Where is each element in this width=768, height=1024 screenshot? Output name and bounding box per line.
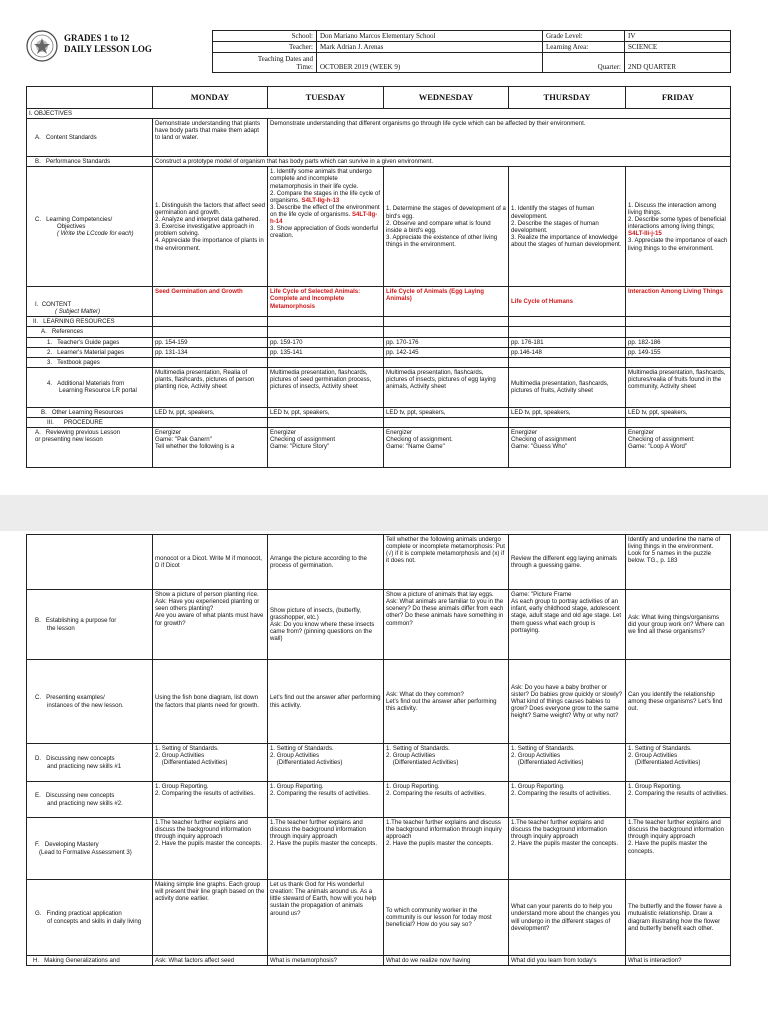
discuss1-thursday: 1. Setting of Standards. 2. Group Activities (Differentiated Activities) bbox=[509, 744, 626, 782]
textbook-pages-label: 3. Textbook pages bbox=[27, 357, 153, 367]
practical-application-label: G. Finding practical application of concepts and skills in daily living bbox=[27, 880, 153, 956]
discuss2-monday: 1. Group Reporting. 2. Comparing the results of activities. bbox=[153, 782, 268, 818]
lm-pages-wednesday: pp. 142-145 bbox=[384, 347, 509, 357]
document-title: GRADES 1 to 12 DAILY LESSON LOG bbox=[64, 33, 152, 54]
purpose-friday: Ask: What living things/organisms did your group work on? Where can we find all these organisms? bbox=[626, 590, 731, 660]
learning-area-value: SCIENCE bbox=[625, 42, 731, 53]
content-standards-label: A. Content Standards bbox=[27, 119, 153, 157]
generalization-wednesday: What do we realize now having bbox=[384, 956, 509, 966]
lesson-log-table-page1 bbox=[26, 86, 731, 468]
grade-level-label: Grade Level: bbox=[543, 31, 625, 42]
content-standards-monday: Demonstrate understanding that plants have body parts that make them adapt to land or water. bbox=[153, 119, 268, 157]
present-tuesday: Let's find out the answer after performing this activity. bbox=[268, 660, 384, 744]
objectives-heading: I. OBJECTIVES bbox=[27, 109, 731, 119]
competencies-tuesday: 1. Identify some animals that undergo complete and incomplete metamorphosis in their life cycle. 2. Compare the stages in the life cycle of organisms. S4LT-IIg-h-13 3. Describe the effect of the environment on the life cycle of organisms. S4LT-IIg-h-14 3. Show appreciation of Gods wonderful creation. bbox=[268, 167, 384, 287]
references-label: A. References bbox=[27, 327, 153, 337]
content-label: I. CONTENT ( Subject Matter) bbox=[27, 287, 153, 317]
tg-pages-tuesday: pp. 159-170 bbox=[268, 337, 384, 347]
generalization-tuesday: What is metamorphosis? bbox=[268, 956, 384, 966]
lm-pages-friday: pp. 149-155 bbox=[626, 347, 731, 357]
procedure-label: III. PROCEDURE bbox=[27, 418, 153, 428]
mastery-tuesday: 1.The teacher further explains and discuss the background information through inquiry approach 2. Have the pupils master the concepts. bbox=[268, 818, 384, 880]
day-header-tuesday: TUESDAY bbox=[268, 87, 384, 109]
quarter-value: 2ND QUARTER bbox=[625, 53, 731, 73]
other-resources-thursday: LED tv, ppt, speakers, bbox=[509, 407, 626, 417]
school-label: School: bbox=[213, 31, 317, 42]
present-monday: Using the fish bone diagram, list down the factors that plants need for growth. bbox=[153, 660, 268, 744]
content-tuesday: Life Cycle of Selected Animals: Complete and Incomplete Metamorphosis bbox=[268, 287, 384, 317]
page-gap bbox=[0, 495, 768, 531]
discuss1-wednesday: 1. Setting of Standards. 2. Group Activities (Differentiated Activities) bbox=[384, 744, 509, 782]
lm-pages-monday: pp. 131-134 bbox=[153, 347, 268, 357]
day-header-friday: FRIDAY bbox=[626, 87, 731, 109]
review-cont-wednesday: Tell whether the following animals undergo complete or incomplete metamorphosis: Put (√) if it is complete metamorphosis and (x) if it does not. bbox=[384, 535, 509, 590]
additional-materials-monday: Multimedia presentation, Realia of plants, flashcards, pictures of person planting rice, Activity sheet bbox=[153, 367, 268, 407]
content-monday: Seed Germination and Growth bbox=[153, 287, 268, 317]
quarter-label: Quarter: bbox=[543, 53, 625, 73]
review-tuesday: Energizer Checking of assignment Game: "Picture Story" bbox=[268, 428, 384, 468]
establishing-purpose-label: B. Establishing a purpose for the lesson bbox=[27, 590, 153, 660]
additional-materials-thursday: Multimedia presentation, flashcards, pictures of fruits, Activity sheet bbox=[509, 367, 626, 407]
other-resources-tuesday: LED tv, ppt, speakers, bbox=[268, 407, 384, 417]
developing-mastery-label: F. Developing Mastery (Lead to Formative Assessment 3) bbox=[27, 818, 153, 880]
content-wednesday: Life Cycle of Animals (Egg Laying Animals) bbox=[384, 287, 509, 317]
other-resources-friday: LED tv, ppt, speakers, bbox=[626, 407, 731, 417]
corner-cell bbox=[27, 87, 153, 109]
discuss1-friday: 1. Setting of Standards. 2. Group Activities (Differentiated Activities) bbox=[626, 744, 731, 782]
other-resources-wednesday: LED tv, ppt, speakers, bbox=[384, 407, 509, 417]
review-cont-thursday: Review the different egg laying animals through a guessing game. bbox=[509, 535, 626, 590]
learning-area-label: Learning Area: bbox=[543, 42, 625, 53]
discuss1-monday: 1. Setting of Standards. 2. Group Activities (Differentiated Activities) bbox=[153, 744, 268, 782]
learning-competencies-label: C. Learning Competencies/ Objectives ( Write the LCcode for each) bbox=[27, 167, 153, 287]
school-value: Don Mariano Marcos Elementary School bbox=[317, 31, 543, 42]
additional-materials-friday: Multimedia presentation, flashcards, pictures/realia of fruits found in the community, Activity sheet bbox=[626, 367, 731, 407]
teaching-dates-value: OCTOBER 2019 (WEEK 9) bbox=[317, 53, 543, 73]
header-info-table bbox=[212, 30, 731, 73]
generalizations-label: H. Making Generalizations and bbox=[27, 956, 153, 966]
present-thursday: Ask: Do you have a baby brother or sister? Do babies grow quickly or slowly? What kind of things causes babies to grow? Does everyone grow to the same height? Same weight? Why or why not? bbox=[509, 660, 626, 744]
teachers-guide-label: 1. Teacher's Guide pages bbox=[27, 337, 153, 347]
day-header-monday: MONDAY bbox=[153, 87, 268, 109]
page-two bbox=[0, 531, 768, 1024]
review-cont-friday: Identify and underline the name of living things in the environment. Look for 5 names in the puzzle below. TG., p. 183 bbox=[626, 535, 731, 590]
content-standards-tue-fri: Demonstrate understanding that different organisms go through life cycle which can be affected by their environment. bbox=[268, 119, 731, 157]
lm-pages-tuesday: pp. 135-141 bbox=[268, 347, 384, 357]
tg-pages-wednesday: pp. 170-176 bbox=[384, 337, 509, 347]
review-thursday: Energizer Checking of assignment Game: "Guess Who" bbox=[509, 428, 626, 468]
purpose-thursday: Game: "Picture Frame As each group to portray activities of an infant, early childhood stage, adolescent stage, adult stage and old age stage. Let them guess what each group is portraying. bbox=[509, 590, 626, 660]
lesson-log-table-page2 bbox=[26, 534, 731, 966]
application-thursday: What can your parents do to help you understand more about the changes you will undergo in the different stages of development? bbox=[509, 880, 626, 956]
present-friday: Can you identify the relationship among these organisms? Let's find out. bbox=[626, 660, 731, 744]
learners-material-label: 2. Learner's Material pages bbox=[27, 347, 153, 357]
reviewing-lesson-label: A. Reviewing previous Lesson or presenting new lesson bbox=[27, 428, 153, 468]
purpose-tuesday: Show picture of insects, (butterfly, grasshopper, etc.) Ask: Do you know where these insects came from? (pinning questions on the wall) bbox=[268, 590, 384, 660]
tg-pages-monday: pp. 154-159 bbox=[153, 337, 268, 347]
mastery-friday: 1.The teacher further explains and discuss the background information through inquiry approach 2. Have the pupils master the concepts. bbox=[626, 818, 731, 880]
deped-seal-icon bbox=[26, 30, 58, 62]
discuss2-tuesday: 1. Group Reporting. 2. Comparing the results of activities. bbox=[268, 782, 384, 818]
application-wednesday: To which community worker in the community is our lesson for today most beneficial? How do you say so? bbox=[384, 880, 509, 956]
present-wednesday: Ask: What do they common? Let's find out the answer after performing this activity. bbox=[384, 660, 509, 744]
additional-materials-label: 4. Additional Materials from Learning Resource LR portal bbox=[27, 367, 153, 407]
application-tuesday: Let us thank God for His wonderful creation: The animals around us. As a little steward of Earth, how will you help sustain the propagation of animals around us? bbox=[268, 880, 384, 956]
application-friday: The butterfly and the flower have a mutualistic relationship. Draw a diagram illustrating how the flower and butterfly benefit each other. bbox=[626, 880, 731, 956]
discussing-concepts-2-label: E. Discussing new concepts and practicing new skills #2. bbox=[27, 782, 153, 818]
page-one bbox=[0, 0, 768, 495]
purpose-wednesday: Show a picture of animals that lay eggs. Ask: What animals are familiar to you in the scenery? Do these animals differ from each other? Do these animals have something in common? bbox=[384, 590, 509, 660]
review-friday: Energizer Checking of assignment: Game: "Loop A Word" bbox=[626, 428, 731, 468]
lm-pages-thursday: pp.146-148 bbox=[509, 347, 626, 357]
teacher-label: Teacher: bbox=[213, 42, 317, 53]
day-header-thursday: THURSDAY bbox=[509, 87, 626, 109]
additional-materials-tuesday: Multimedia presentation, flashcards, pictures of seed germination process, pictures of insects, Activity sheet bbox=[268, 367, 384, 407]
learning-resources-label: II. LEARNING RESOURCES bbox=[27, 317, 153, 327]
competencies-friday: 1. Discuss the interaction among living things. 2. Describe some types of beneficial interactions among living things; S4LT-IIi-j-15 3. Appreciate the importance of each living things to the environment. bbox=[626, 167, 731, 287]
teaching-dates-label: Teaching Dates and Time: bbox=[213, 53, 317, 73]
competencies-monday: 1. Distinguish the factors that affect seed germination and growth. 2. Analyze and interpret data gathered. 3. Exercise investigative approach in problem solving. 4. Appreciate the importance of plants in the environment. bbox=[153, 167, 268, 287]
mastery-thursday: 1.The teacher further explains and discuss the background information through inquiry approach 2. Have the pupils master the concepts. bbox=[509, 818, 626, 880]
mastery-wednesday: 1.The teacher further explains and discuss the background information through inquiry approach 2. Have the pupils master the concepts. bbox=[384, 818, 509, 880]
day-header-wednesday: WEDNESDAY bbox=[384, 87, 509, 109]
discuss2-friday: 1. Group Reporting. 2. Comparing the results of activities. bbox=[626, 782, 731, 818]
generalization-thursday: What did you learn from today's bbox=[509, 956, 626, 966]
review-cont-monday: monocot or a Dicot. Write M if monocot, D if Dicot bbox=[153, 535, 268, 590]
presenting-examples-label: C. Presenting examples/ instances of the new lesson. bbox=[27, 660, 153, 744]
grade-level-value: IV bbox=[625, 31, 731, 42]
tg-pages-thursday: pp. 176-181 bbox=[509, 337, 626, 347]
tg-pages-friday: pp. 182-186 bbox=[626, 337, 731, 347]
content-thursday: Life Cycle of Humans bbox=[509, 287, 626, 317]
purpose-monday: Show a picture of person planting rice. Ask: Have you experienced planting or seen others planting? Are you aware of what plants must have for growth? bbox=[153, 590, 268, 660]
content-friday: Interaction Among Living Things bbox=[626, 287, 731, 317]
review-wednesday: Energizer Checking of assignment. Game: "Name Game" bbox=[384, 428, 509, 468]
other-resources-label: B. Other Learning Resources bbox=[27, 407, 153, 417]
application-monday: Making simple line graphs. Each group will present their line graph based on the activity done earlier. bbox=[153, 880, 268, 956]
review-continued-label bbox=[27, 535, 153, 590]
review-cont-tuesday: Arrange the picture according to the process of germination. bbox=[268, 535, 384, 590]
discuss1-tuesday: 1. Setting of Standards. 2. Group Activities (Differentiated Activities) bbox=[268, 744, 384, 782]
competencies-thursday: 1. Identify the stages of human development. 2. Describe the stages of human development. 3. Realize the importance of knowledge about the stages of human development. bbox=[509, 167, 626, 287]
teacher-value: Mark Adrian J. Arenas bbox=[317, 42, 543, 53]
performance-standards-value: Construct a prototype model of organism that has body parts which can survive in a given environment. bbox=[153, 157, 731, 167]
competencies-wednesday: 1. Determine the stages of development of a bird's egg. 2. Observe and compare what is found inside a bird's egg. 3. Appreciate the existence of other living things in the environment. bbox=[384, 167, 509, 287]
additional-materials-wednesday: Multimedia presentation, flashcards, pictures of insects, pictures of egg laying animals, Activity sheet bbox=[384, 367, 509, 407]
discussing-concepts-1-label: D. Discussing new concepts and practicing new skills #1 bbox=[27, 744, 153, 782]
other-resources-monday: LED tv, ppt, speakers, bbox=[153, 407, 268, 417]
discuss2-thursday: 1. Group Reporting. 2. Comparing the results of activities. bbox=[509, 782, 626, 818]
generalization-friday: What is interaction? bbox=[626, 956, 731, 966]
mastery-monday: 1.The teacher further explains and discuss the background information through inquiry approach 2. Have the pupils master the concepts. bbox=[153, 818, 268, 880]
discuss2-wednesday: 1. Group Reporting. 2. Comparing the results of activities. bbox=[384, 782, 509, 818]
performance-standards-label: B. Performance Standards bbox=[27, 157, 153, 167]
review-monday: Energizer Game: "Pak Ganern" Tell whether the following is a bbox=[153, 428, 268, 468]
generalization-monday: Ask: What factors affect seed bbox=[153, 956, 268, 966]
